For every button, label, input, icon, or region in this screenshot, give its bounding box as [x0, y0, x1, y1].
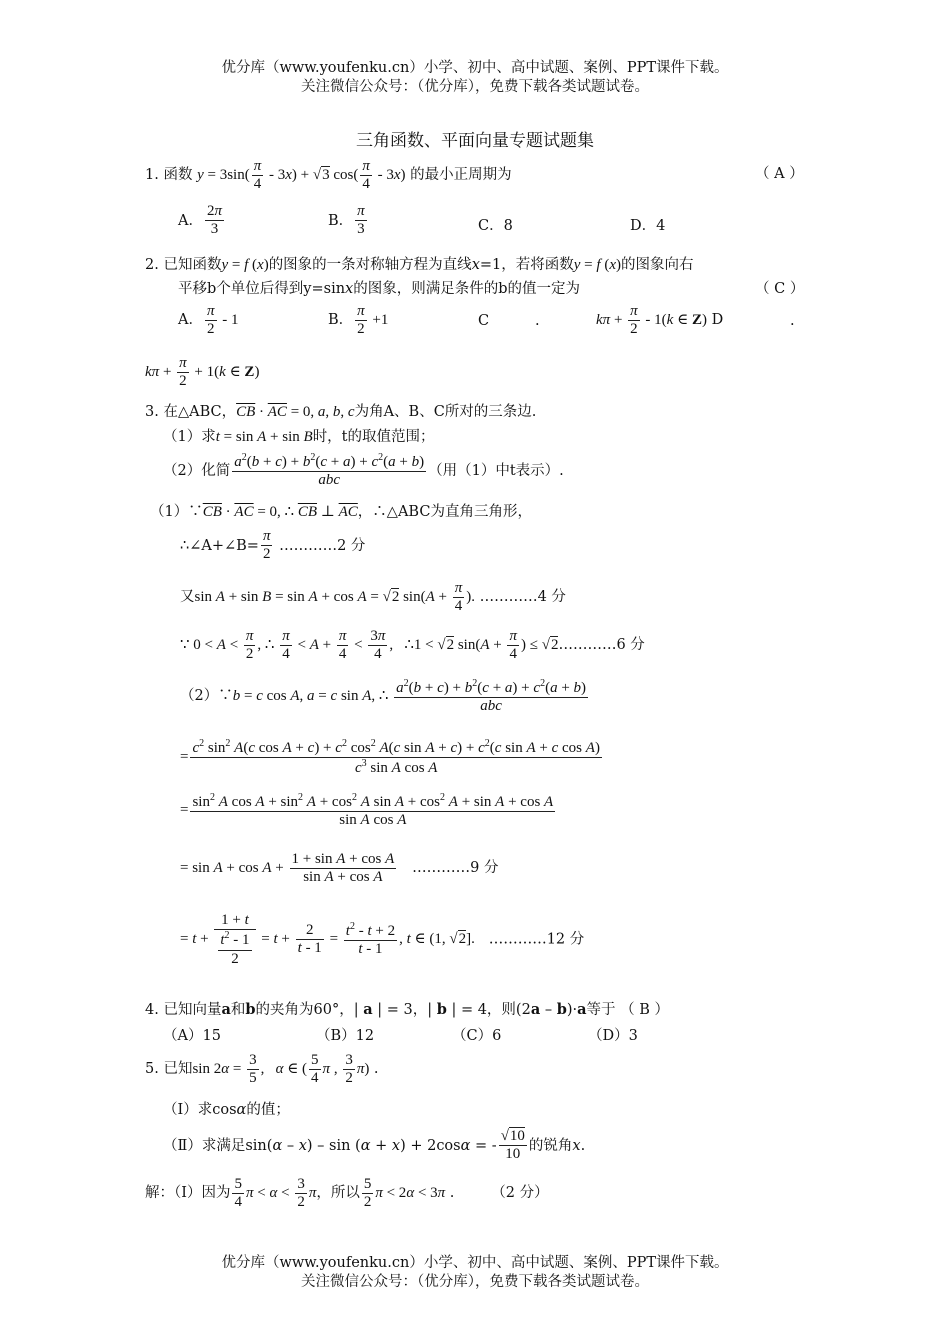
question-5-part-2: （Ⅱ）求满足sin(α – x) – sin (α + x) + 2cosα = - $\frac{√10}{10}$ 的锐角x. — [163, 1128, 586, 1163]
page-title: 三角函数、平面向量专题试题集 — [356, 131, 594, 151]
q3-solution-step-1: $(1)\because\overline{CB} \cdot \overline{AC} = 0$, ∴ $\overline{CB}$ ⊥ $\overline{AC}$，∴△ABC为直角三角形， — [150, 504, 532, 520]
q4-option-a: （A）15 — [163, 1028, 221, 1044]
question-3-part-1: （1）求t = sin A + sin B时，t的取值范围； — [163, 429, 435, 445]
q3-solution-step-8: = sin A + cos A + $\frac{\text{1 + sin A + cos A}}{\text{sin A + cos A}}$ …………9 分 — [180, 851, 499, 886]
question-5-part-1: （Ⅰ）求cosα的值； — [163, 1102, 290, 1118]
header-line-1: 优分库（www.youfenku.cn）小学、初中、高中试题、案例、PPT课件下载。 — [221, 60, 729, 76]
q1-option-d: D．4 — [630, 218, 666, 234]
q3-solution-step-4: ∵ 0 < A < $\frac{\pi}{2}$ , ∴ $\frac{\pi}{4}$ < A + $\frac{\pi}{4}$ < $\frac{3\pi}{4}$ , ∴1 < √2 sin(A + $\frac{\pi}{4}$ ) ≤ √2…………6 分 — [180, 628, 645, 663]
header-line-2: 关注微信公众号：（优分库），免费下载各类试题试卷。 — [301, 79, 649, 95]
q4-option-c: （C）6 — [452, 1028, 502, 1044]
q1-option-b: B． $\frac{\pi}{3}$ — [328, 203, 365, 238]
q3-solution-step-9: = t + $\frac{1 + t}{\frac{t^2 - 1}{2}}$ = t + $\frac{2}{t - 1}$ = $\frac{t^2 - t + 2}{t - 1}$ , t ∈ (1, √2]. …………12 分 — [180, 912, 585, 967]
question-2-line-2: 平移b个单位后得到y=sinx的图象，则满足条件的b的值一定为 — [178, 281, 581, 297]
q1-option-a: A． $\frac{2\pi}{3}$ — [178, 203, 222, 238]
q3-solution-step-2: ∴∠A+∠B= $\frac{\pi}{2}$ …………2 分 — [180, 528, 366, 563]
question-4-stem: 4. 已知向量a和b的夹角为60°，| a | = 3，| b | = 4，则(2a – b)·a等于 （ B ） — [145, 1001, 670, 1018]
q1-option-c: C．8 — [478, 218, 513, 234]
q2-option-c-dot: . — [535, 313, 540, 329]
footer-line-2: 关注微信公众号：（优分库），免费下载各类试题试卷。 — [301, 1274, 649, 1290]
q2-option-b: B． $\frac{\pi}{2}$ +1 — [328, 303, 389, 338]
question-5-stem: 5. 已知sin 2α = $\frac{3}{5}$ , α ∈ ( $\frac{5}{4}$ π , $\frac{3}{2}$ π) . — [145, 1052, 379, 1087]
q4-option-d: （D）3 — [588, 1028, 638, 1044]
q2-option-a: A． $\frac{\pi}{2}$ - 1 — [178, 303, 239, 338]
q2-option-d-formula: kπ + $\frac{\pi}{2}$ + 1(k ∈ Z) — [145, 355, 260, 390]
question-3-part-2: （2）化简 $\frac{a^2(b + c) + b^2(c + a) + c^2(a + b)}{\text{abc}}$ （用（1）中t表示）. — [163, 452, 564, 489]
q3-solution-step-7: = $\sin^2 A$ $\cos A + \sin^2 A + \cos^2 A$ $\sin A + \cos^2 A + \sin A + \cos A$ sin A cos A — [180, 792, 554, 829]
footer-line-1: 优分库（www.youfenku.cn）小学、初中、高中试题、案例、PPT课件下载。 — [221, 1255, 729, 1271]
q4-option-b: （B）12 — [316, 1028, 375, 1044]
question-1: 1. 函数 y = 3sin( $\frac{\pi}{4}$ - 3x) + √3 cos( $\frac{\pi}{4}$ - 3x) 的最小正周期为 — [145, 158, 512, 193]
q2-option-c-formula: kπ + $\frac{\pi}{2}$ - 1(k ∈ Z) D — [596, 303, 724, 338]
q3-solution-step-6: = $c^2$ $\sin^2 A(c$ $\cos A + c) + c^2$ $\cos^2 A(c$ $\sin A + c) + c^2(c$ sin A + c cos A) $c^3$ sin A cos A — [180, 738, 600, 777]
q2-option-d-dot: . — [790, 313, 795, 329]
question-5-solution: 解：（Ⅰ）因为 $\frac{5}{4}$ π < α < $\frac{3}{2}$ π，所以 $\frac{5}{2}$ π < 2α < 3π . （2 分） — [145, 1176, 549, 1211]
question-3-stem: 3. 在△ABC，$\overline{CB} \cdot \overline{AC} = 0$, a, b, c为角A、B、C所对的三条边. — [145, 404, 537, 420]
q2-answer: （ C ） — [755, 281, 805, 297]
q2-option-c: C — [478, 313, 490, 329]
q3-solution-step-5: （2）∵b = c cos A, a = c sin A, ∴ $\frac{a^2(b + c) + b^2(c + a) + c^2(a + b)}{\text{abc}}$ — [180, 678, 587, 715]
q1-formula: y = 3sin( $\frac{\pi}{4}$ - 3x) + √3 cos( $\frac{\pi}{4}$ - 3x) — [197, 158, 406, 193]
question-2-line-1: 2. 已知函数y = f (x)的图象的一条对称轴方程为直线x=1，若将函数y = f (x)的图象向右 — [145, 257, 694, 273]
q3-solution-step-3: 又sin A + sin B = sin A + cos A = √2 sin(A + $\frac{\pi}{4}$ ). …………4 分 — [180, 580, 566, 615]
q1-answer: （ A ） — [755, 166, 804, 182]
